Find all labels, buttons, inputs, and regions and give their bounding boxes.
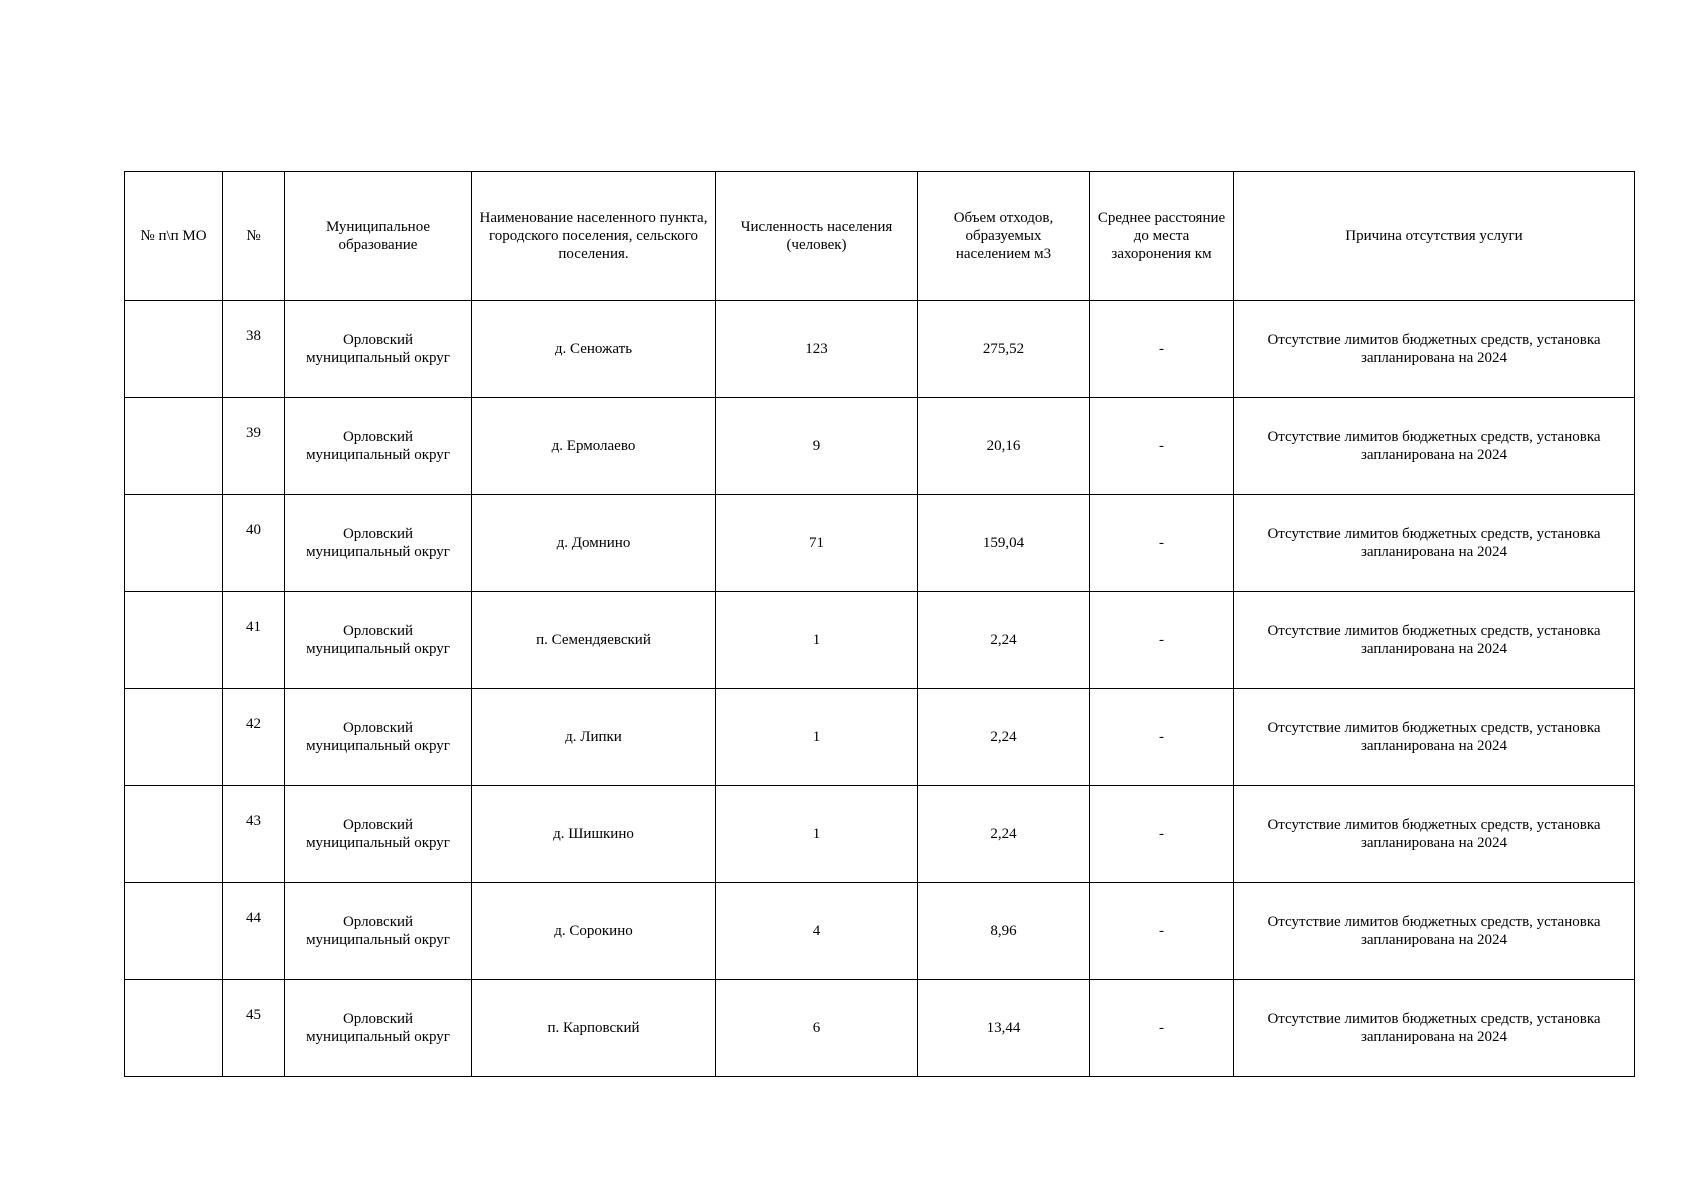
table-row <box>125 301 1635 398</box>
cell-municipality <box>285 980 472 1077</box>
cell-number: 43 <box>223 786 285 883</box>
cell-municipality <box>285 786 472 883</box>
table-row <box>125 398 1635 495</box>
header-row <box>125 172 1635 301</box>
cell-waste-volume: 2,24 <box>918 786 1090 883</box>
table-row <box>125 786 1635 883</box>
header-number: № <box>223 172 285 301</box>
cell-waste-volume: 159,04 <box>918 495 1090 592</box>
cell-municipality-text: Орловский муниципальный округ <box>306 817 450 851</box>
cell-municipality-text: Орловский муниципальный округ <box>306 526 450 560</box>
header-municipality <box>285 172 472 301</box>
header-distance: Среднее расстояние до места захоронения км <box>1090 172 1234 301</box>
header-population: Численность населения (человек) <box>716 172 918 301</box>
cell-municipality-text: Орловский муниципальный округ <box>306 623 450 657</box>
header-reason: Причина отсутствия услуги <box>1234 172 1635 301</box>
cell-mo-number <box>125 592 223 689</box>
cell-population: 1 <box>716 689 918 786</box>
header-waste-volume <box>918 172 1090 301</box>
cell-reason <box>1234 883 1635 980</box>
cell-mo-number <box>125 495 223 592</box>
cell-reason <box>1234 980 1635 1077</box>
cell-municipality-text: Орловский муниципальный округ <box>306 429 450 463</box>
cell-number: 40 <box>223 495 285 592</box>
cell-settlement: п. Карповский <box>472 980 716 1077</box>
cell-mo-number <box>125 301 223 398</box>
cell-mo-number <box>125 689 223 786</box>
table-body <box>125 301 1635 1077</box>
cell-mo-number <box>125 398 223 495</box>
cell-waste-volume: 20,16 <box>918 398 1090 495</box>
cell-distance: - <box>1090 689 1234 786</box>
cell-distance: - <box>1090 398 1234 495</box>
cell-settlement: д. Домнино <box>472 495 716 592</box>
cell-waste-volume: 2,24 <box>918 592 1090 689</box>
cell-distance: - <box>1090 883 1234 980</box>
cell-mo-number <box>125 883 223 980</box>
cell-reason <box>1234 689 1635 786</box>
cell-population: 9 <box>716 398 918 495</box>
cell-reason <box>1234 398 1635 495</box>
table-header <box>125 172 1635 301</box>
cell-municipality <box>285 883 472 980</box>
table-row <box>125 883 1635 980</box>
cell-settlement: д. Шишкино <box>472 786 716 883</box>
cell-reason-text: Отсутствие лимитов бюджетных средств, установка запланирована на 2024 <box>1267 429 1601 463</box>
header-settlement: Наименование населенного пункта, городского поселения, сельского поселения. <box>472 172 716 301</box>
cell-distance: - <box>1090 592 1234 689</box>
cell-number: 44 <box>223 883 285 980</box>
cell-reason-text: Отсутствие лимитов бюджетных средств, установка запланирована на 2024 <box>1267 526 1601 560</box>
cell-municipality-text: Орловский муниципальный округ <box>306 720 450 754</box>
header-mo-number: № п\п МО <box>125 172 223 301</box>
cell-population: 1 <box>716 592 918 689</box>
cell-distance: - <box>1090 301 1234 398</box>
cell-reason-text: Отсутствие лимитов бюджетных средств, установка запланирована на 2024 <box>1267 914 1601 948</box>
cell-municipality-text: Орловский муниципальный округ <box>306 914 450 948</box>
cell-population: 1 <box>716 786 918 883</box>
cell-waste-volume: 2,24 <box>918 689 1090 786</box>
cell-population: 123 <box>716 301 918 398</box>
cell-settlement: д. Ермолаево <box>472 398 716 495</box>
cell-municipality <box>285 301 472 398</box>
cell-population: 71 <box>716 495 918 592</box>
cell-distance: - <box>1090 980 1234 1077</box>
header-municipality-label: Муниципальное образование <box>325 219 431 253</box>
header-waste-volume-label: Объем отходов, образуемых населением м3 <box>953 210 1054 262</box>
cell-mo-number <box>125 980 223 1077</box>
cell-settlement: д. Сеножать <box>472 301 716 398</box>
cell-number: 42 <box>223 689 285 786</box>
cell-municipality <box>285 592 472 689</box>
cell-number: 39 <box>223 398 285 495</box>
cell-reason-text: Отсутствие лимитов бюджетных средств, установка запланирована на 2024 <box>1267 332 1601 366</box>
settlements-table <box>124 171 1635 1077</box>
cell-municipality <box>285 495 472 592</box>
table-row <box>125 495 1635 592</box>
cell-reason-text: Отсутствие лимитов бюджетных средств, установка запланирована на 2024 <box>1267 817 1601 851</box>
cell-reason-text: Отсутствие лимитов бюджетных средств, установка запланирована на 2024 <box>1267 623 1601 657</box>
cell-municipality <box>285 689 472 786</box>
cell-number: 41 <box>223 592 285 689</box>
cell-population: 6 <box>716 980 918 1077</box>
cell-population: 4 <box>716 883 918 980</box>
cell-number: 38 <box>223 301 285 398</box>
cell-municipality-text: Орловский муниципальный округ <box>306 332 450 366</box>
cell-distance: - <box>1090 786 1234 883</box>
cell-reason <box>1234 786 1635 883</box>
cell-distance: - <box>1090 495 1234 592</box>
cell-settlement: д. Сорокино <box>472 883 716 980</box>
cell-number: 45 <box>223 980 285 1077</box>
cell-reason <box>1234 495 1635 592</box>
cell-settlement: п. Семендяевский <box>472 592 716 689</box>
cell-settlement: д. Липки <box>472 689 716 786</box>
cell-reason <box>1234 592 1635 689</box>
cell-waste-volume: 13,44 <box>918 980 1090 1077</box>
cell-municipality <box>285 398 472 495</box>
cell-waste-volume: 8,96 <box>918 883 1090 980</box>
cell-reason-text: Отсутствие лимитов бюджетных средств, установка запланирована на 2024 <box>1267 1011 1601 1045</box>
cell-municipality-text: Орловский муниципальный округ <box>306 1011 450 1045</box>
table-row <box>125 980 1635 1077</box>
table-row <box>125 592 1635 689</box>
cell-mo-number <box>125 786 223 883</box>
cell-reason <box>1234 301 1635 398</box>
table-row <box>125 689 1635 786</box>
cell-reason-text: Отсутствие лимитов бюджетных средств, установка запланирована на 2024 <box>1267 720 1601 754</box>
cell-waste-volume: 275,52 <box>918 301 1090 398</box>
